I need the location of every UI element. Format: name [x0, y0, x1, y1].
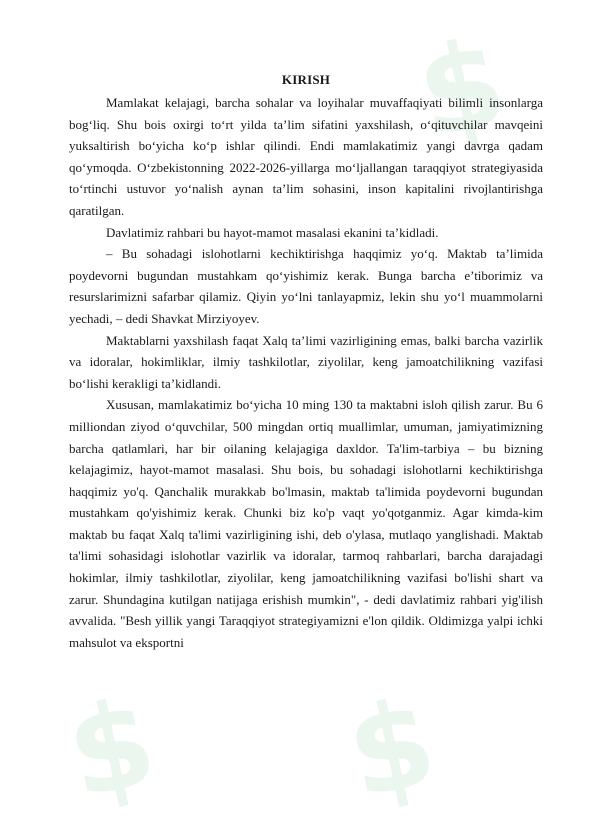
watermark-logo: $	[56, 672, 167, 826]
watermark-logo: $	[336, 672, 447, 826]
paragraph: Maktablarni yaxshilash faqat Xalq ta’limi vazirligining emas, balki barcha vazirlik va idoralar, hokimliklar, ilmiy tashkilotlar, ziyolilar, keng jamoatchilikning vazifasi bo‘lishi kerakligi ta’kidlandi.	[69, 332, 543, 391]
paragraph: Mamlakat kelajagi, barcha sohalar va loyihalar muvaffaqiyati bilimli insonlarga bog‘liq. Shu bois oxirgi to‘rt yilda ta’lim sifatini yaxshilash, o‘qituvchilar mavqeini yuksaltirish bo‘yicha ko‘p ishlar qilindi. Endi mamlakatimiz yangi davrga qadam qo‘ymoqda. O‘zbekistonning 2022-2026-yillarga mo‘ljallangan taraqqiyot strategiyasida to‘rtinchi ustuvor yo‘nalish aynan ta’lim sohasini, inson kapitalini rivojlantirishga qaratilgan.	[69, 95, 543, 218]
page-title: KIRISH	[281, 72, 331, 87]
document-body	[69, 92, 543, 653]
paragraph: – Bu sohadagi islohotlarni kechiktirishga haqqimiz yo‘q. Maktab ta’limida poydevorni bugundan mustahkam qo‘yishimiz kerak. Bunga barcha e’tiborimiz va resurslarimizni safarbar qilamiz. Qiyin yo‘lni tanlayapmiz, lekin shu yo‘l muammolarni yechadi, – dedi Shavkat Mirziyoyev.	[69, 246, 543, 326]
paragraph: Xususan, mamlakatimiz bo‘yicha 10 ming 130 ta maktabni isloh qilish zarur. Bu 6 milliondan ziyod o‘quvchilar, 500 mingdan ortiq muallimlar, umuman, jamiyatimizning barcha qatlamlari, har bir oilaning kelajagiga daxldor. Ta'lim-tarbiya – bu bizning kelajagimiz, hayot-mamot masalasi. Shu bois, bu sohadagi islohotlarni kechiktirishga haqqimiz yo'q. Qanchalik murakkab bo'lmasin, maktab ta'limida poydevorni bugundan mustahkam qo'yishimiz kerak. Chunki biz ko'p vaqt yo'qotganmiz. Agar kimda-kim maktab bu faqat Xalq ta'limi vazirligining ishi, deb o'ylasa, mutlaqo yanglishadi. Maktab ta'limi sohasidagi islohotlar vazirlik va idoralar, tarmoq rahbarlari, barcha darajadagi hokimlar, ilmiy tashkilotlar, ziyolilar, keng jamoatchilikning vazifasi bo'lishi shart va zarur. Shundagina kutilgan natijaga erishish mumkin", - dedi davlatimiz rahbari yig'ilish avvalida. "Besh yillik yangi Taraqqiyot strategiyamizni e'lon qildik. Oldimizga yalpi ichki mahsulot va eksportni	[69, 397, 543, 650]
paragraph: Davlatimiz rahbari bu hayot-mamot masalasi ekanini ta’kidladi.	[106, 224, 439, 240]
watermark-logo: $	[406, 12, 517, 167]
